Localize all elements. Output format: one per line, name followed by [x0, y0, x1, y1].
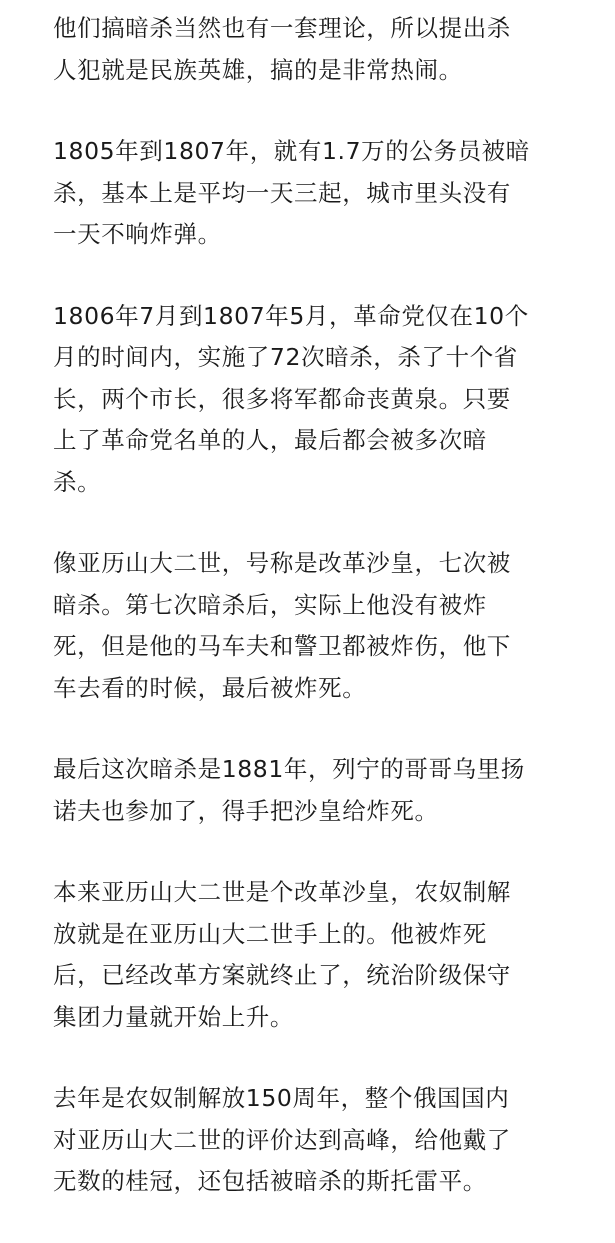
text-line: 后，已经改革方案就终止了，统治阶级保守 — [53, 961, 511, 989]
text-line: 死，但是他的马车夫和警卫都被炸伤，他下 — [53, 632, 511, 660]
text-line: 1805年到1807年，就有1.7万的公务员被暗 — [53, 137, 530, 165]
text-line: 一天不响炸弹。 — [53, 220, 222, 248]
text-line: 像亚历山大二世，号称是改革沙皇，七次被 — [53, 549, 511, 577]
text-line: 去年是农奴制解放150周年，整个俄国国内 — [53, 1084, 510, 1112]
paragraph-3 — [53, 296, 573, 504]
text-line: 最后这次暗杀是1881年，列宁的哥哥乌里扬 — [53, 755, 525, 783]
text-line: 1806年7月到1807年5月，革命党仅在10个 — [53, 301, 529, 330]
article-body — [53, 8, 573, 1243]
paragraph-1 — [53, 8, 573, 91]
paragraph-6 — [53, 872, 573, 1038]
text-line: 本来亚历山大二世是个改革沙皇，农奴制解 — [53, 878, 511, 906]
text-line: 杀。 — [53, 467, 102, 496]
paragraph-4 — [53, 543, 573, 709]
text-line: 车去看的时候，最后被炸死。 — [53, 673, 367, 702]
text-line: 暗杀。第七次暗杀后，实际上他没有被炸 — [53, 590, 487, 619]
text-line: 上了革命党名单的人，最后都会被多次暗 — [53, 426, 487, 454]
text-line: 放就是在亚历山大二世手上的。他被炸死 — [53, 919, 487, 948]
paragraph-2 — [53, 131, 573, 256]
text-line: 月的时间内，实施了72次暗杀，杀了十个省 — [53, 343, 518, 371]
paragraph-7 — [53, 1078, 573, 1203]
text-line: 长，两个市长，很多将军都命丧黄泉。只要 — [53, 384, 511, 413]
text-line: 他们搞暗杀当然也有一套理论，所以提出杀 — [53, 14, 511, 42]
text-line: 诺夫也参加了，得手把沙皇给炸死。 — [53, 796, 439, 825]
text-line: 杀，基本上是平均一天三起，城市里头没有 — [53, 178, 511, 207]
text-line: 人犯就是民族英雄，搞的是非常热闹。 — [53, 55, 463, 84]
paragraph-5 — [53, 749, 573, 832]
text-line: 集团力量就开始上升。 — [53, 1002, 294, 1031]
text-line: 对亚历山大二世的评价达到高峰，给他戴了 — [53, 1125, 511, 1154]
text-line: 无数的桂冠，还包括被暗杀的斯托雷平。 — [53, 1167, 487, 1195]
